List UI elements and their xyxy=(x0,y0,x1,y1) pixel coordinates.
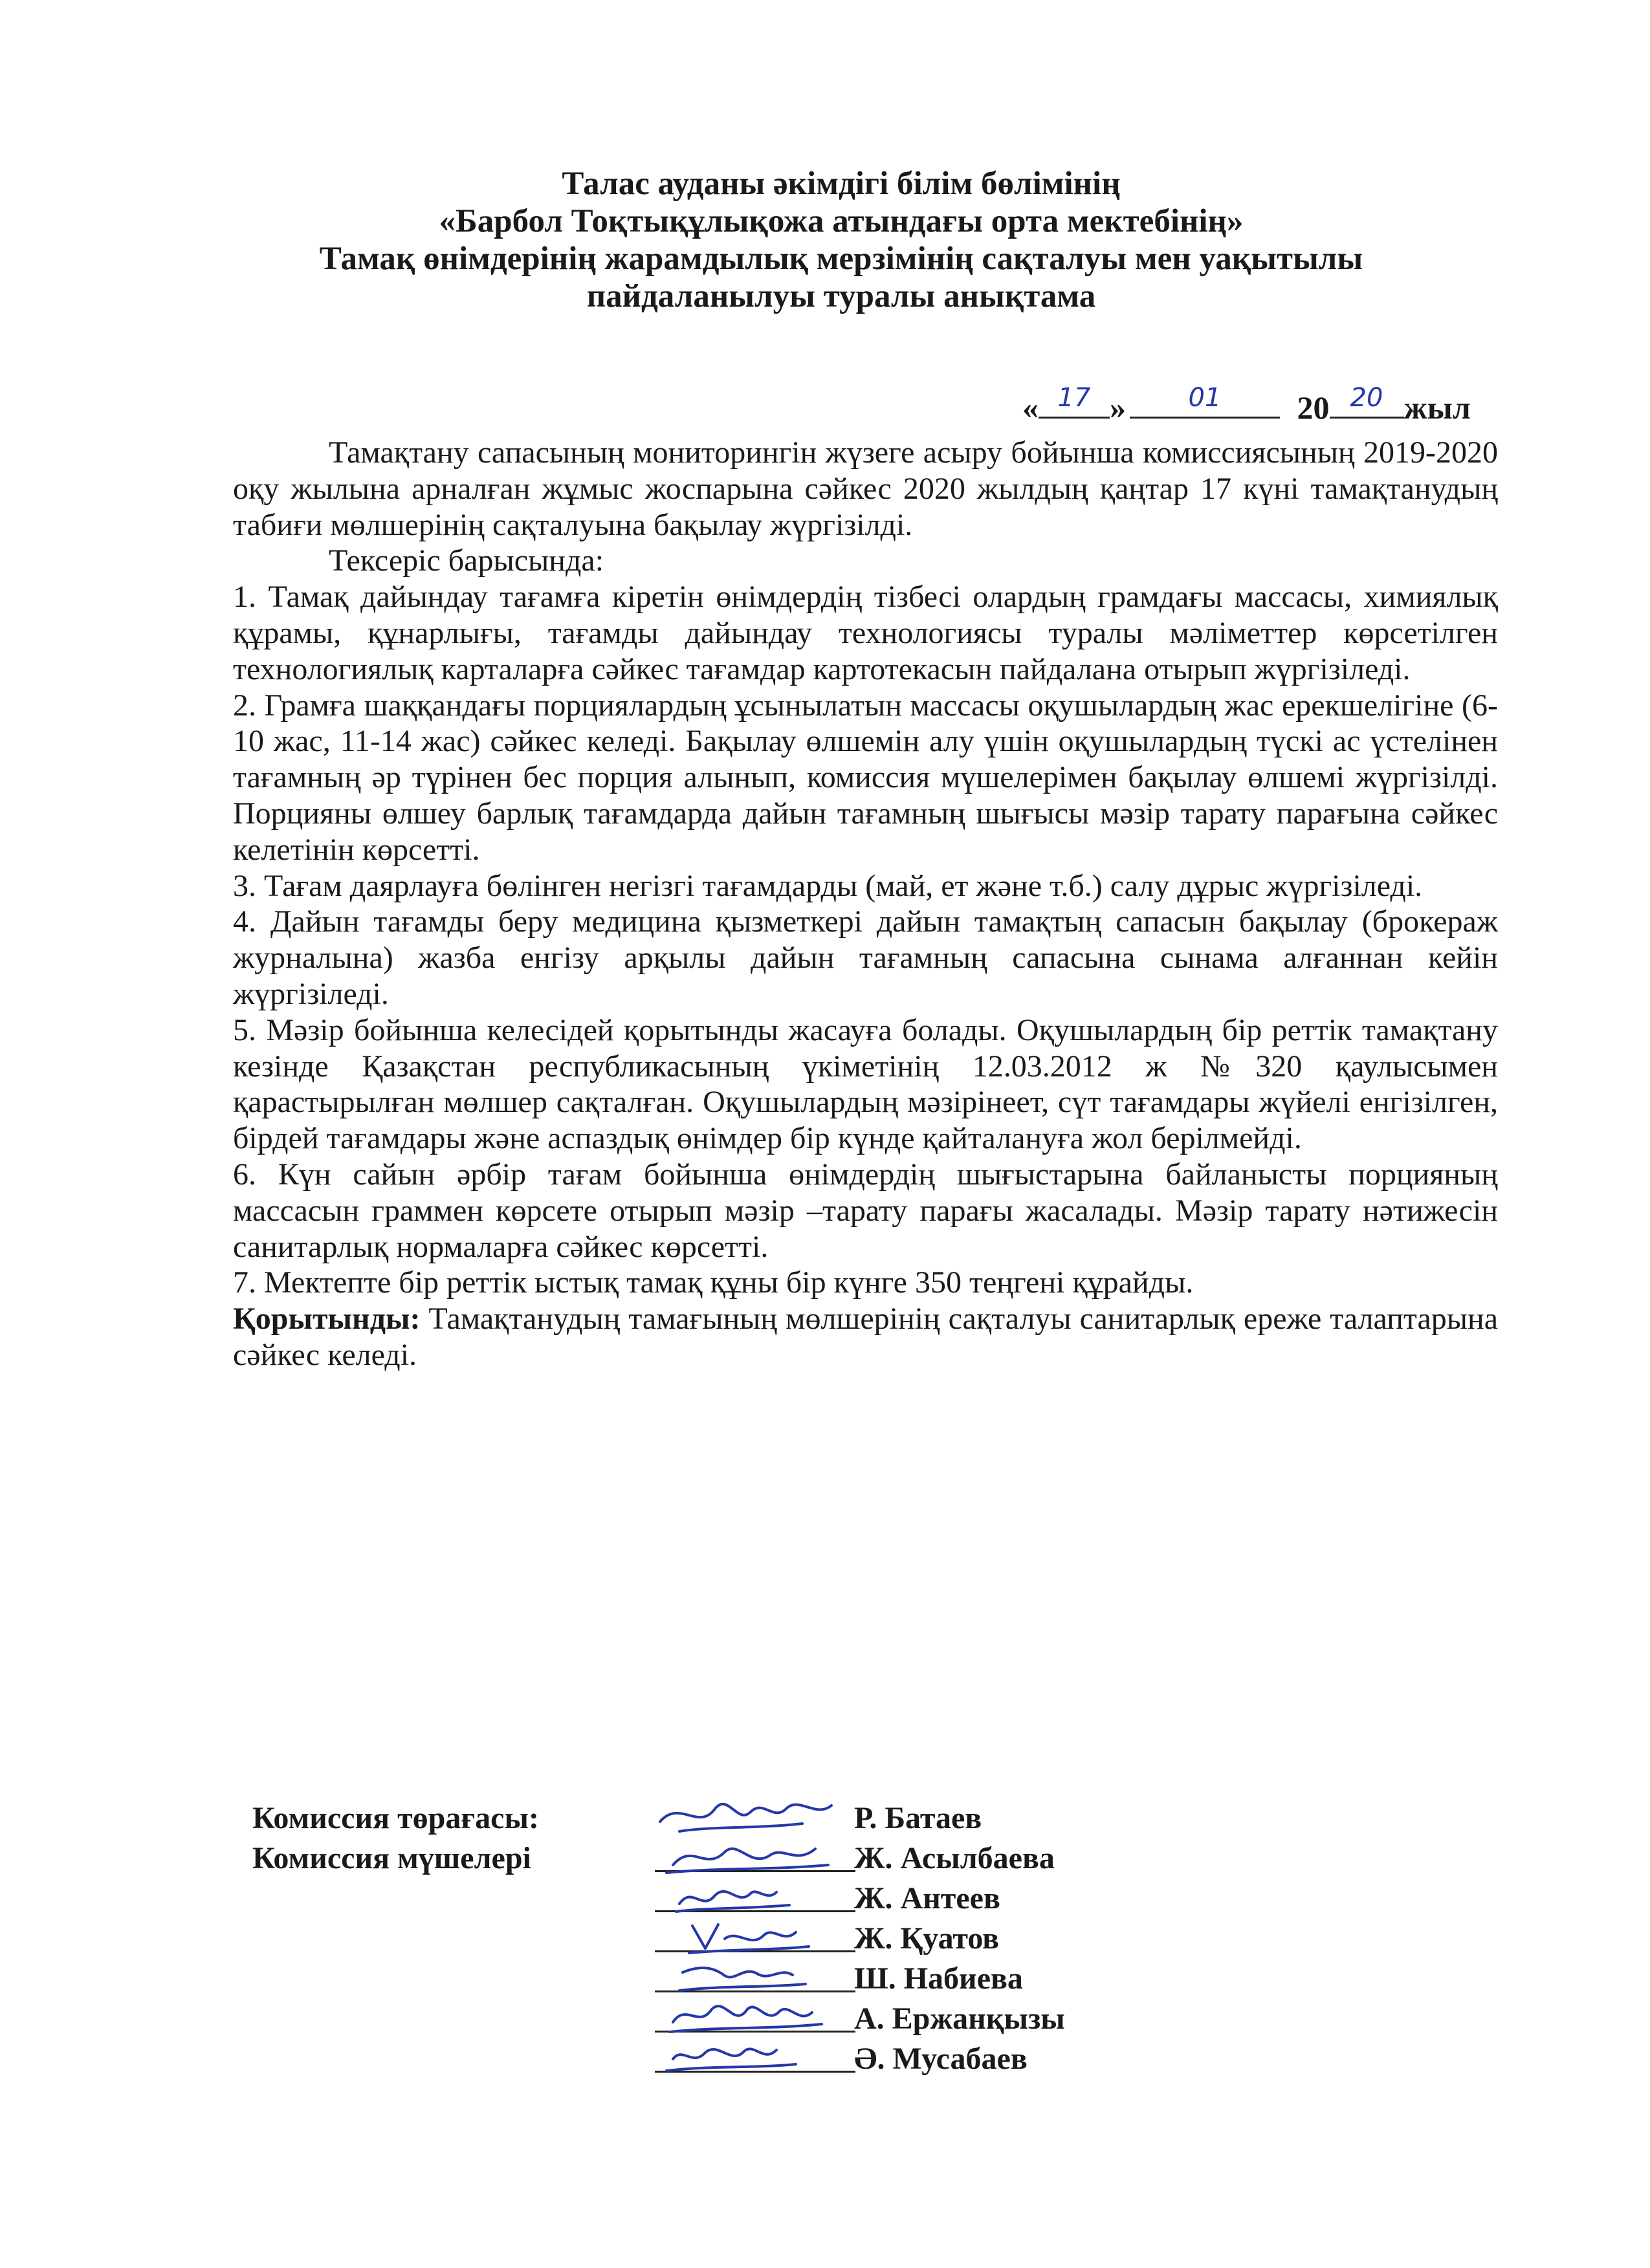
finding-item-5: 5. Мәзір бойынша келесідей қорытынды жасауға болады. Оқушылардың бір реттік тамақтану кезінде Қазақстан республикасының үкіметінің 12.03.2012 ж №320 қаулысымен қарастырылған мөлшер сақталған. Оқушылардың мәзірінеет, сүт тағамдары жүйелі енгізілген, бірдей тағамдары және аспаздық өнімдер бір күнде қайталануға жол берілмейді. xyxy=(233,1012,1498,1156)
date-year-prefix: 20 xyxy=(1297,389,1330,426)
date-day-blank xyxy=(1039,383,1110,419)
member-name-3: Ж. Қуатов xyxy=(854,1921,1000,1956)
finding-item-1: 1. Тамақ дайындау тағамға кіретін өнімдердің тізбесі олардың грамдағы массасы, химиялық құрамы, құнарлығы, тағамды дайындау технологиясы туралы мәліметтер көрсетілген технологиялық карталарға сәйкес тағамдар картотекасын пайдалана отырып жүргізіледі. xyxy=(233,580,1498,686)
member-name-1: Ж. Асылбаева xyxy=(854,1841,1055,1875)
signature-block xyxy=(252,1800,1158,2081)
date-year-blank xyxy=(1330,383,1404,419)
member-name-6: Ә. Мусабаев xyxy=(854,2042,1028,2076)
date-open-quote: « xyxy=(1022,389,1039,426)
chair-name: Р. Батаев xyxy=(854,1801,982,1835)
conclusion-label: Қорытынды: xyxy=(233,1302,421,1336)
member-name-4: Ш. Набиева xyxy=(854,1961,1023,1996)
date-year-handwritten: 20 xyxy=(1350,383,1383,413)
date-year-word: жыл xyxy=(1403,389,1471,426)
finding-item-6: 6. Күн сайын әрбір тағам бойынша өнімдердің шығыстарына байланысты порцияның массасын граммен көрсете отырып мәзір –тарату парағы жасалады. Мәзір тарату нәтижесін санитарлық нормаларға сәйкес көрсетті. xyxy=(233,1157,1498,1264)
chair-role-label: Комиссия төрағасы: xyxy=(252,1801,539,1835)
date-month-blank xyxy=(1130,383,1280,419)
date-month-handwritten: 01 xyxy=(1188,383,1222,413)
header-line-3: Тамақ өнімдерінің жарамдылық мерзімінің сақталуы мен уақытылы xyxy=(319,241,1363,277)
document-date xyxy=(1022,383,1471,426)
member-name-2: Ж. Антеев xyxy=(854,1881,1000,1915)
date-day-handwritten: 17 xyxy=(1057,383,1091,413)
conclusion-paragraph xyxy=(233,1301,1498,1373)
inspection-heading: Тексеріс барысында: xyxy=(329,543,604,578)
header-line-1: Талас ауданы әкімдігі білім бөлімінің xyxy=(562,166,1121,202)
handwritten-signature xyxy=(654,2027,861,2085)
date-close-quote: » xyxy=(1110,389,1126,426)
finding-item-3: 3. Тағам даярлауға бөлінген негізгі тағамдарды (май, ет және т.б.) салу дұрыс жүргізіледі. xyxy=(233,868,1423,903)
conclusion-text: Тамақтанудың тамағының мөлшерінің сақталуы санитарлық ереже талаптарына сәйкес келеді. xyxy=(233,1302,1498,1372)
intro-paragraph: Тамақтану сапасының мониторингін жүзеге асыру бойынша комиссиясының 2019-2020 оқу жылына арналған жұмыс жоспарына сәйкес 2020 жылдың қаңтар 17 күні тамақтанудың табиғи мөлшерінің сақталуына бақылау жүргізілді. xyxy=(233,435,1498,542)
signature-row-member-6 xyxy=(252,2041,1158,2081)
header-line-4: пайдаланылуы туралы анықтама xyxy=(586,278,1096,314)
members-role-label: Комиссия мүшелері xyxy=(252,1841,531,1875)
member-name-5: А. Ержанқызы xyxy=(854,2001,1065,2036)
finding-item-2: 2. Грамға шаққандағы порциялардың ұсынылатын массасы оқушылардың жас ерекшелігіне (6-10 жас, 11-14 жас) сәйкес келеді. Бақылау өлшемін алу үшін оқушылардың түскі ас үстелінен тағамның әр түрінен бес порция алынып, комиссия мүшелерімен бақылау өлшемі жүргізілді. Порцияны өлшеу барлық тағамдарда дайын тағамның шығысы мәзір тарату парағына сәйкес келетінін көрсетті. xyxy=(233,688,1498,867)
finding-item-7: 7. Мектепте бір реттік ыстық тамақ құны бір күнге 350 теңгені құрайды. xyxy=(233,1265,1194,1300)
document-header xyxy=(233,165,1449,315)
document-body xyxy=(233,435,1498,1373)
header-line-2: «Барбол Тоқтықұлықожа атындағы орта мектебінің» xyxy=(439,203,1244,239)
finding-item-4: 4. Дайын тағамды беру медицина қызметкері дайын тамақтың сапасын бақылау (брокераж журналына) жазба енгізу арқылы дайын тағамның сапасына сынама алғаннан кейін жүргізіледі. xyxy=(233,904,1498,1011)
